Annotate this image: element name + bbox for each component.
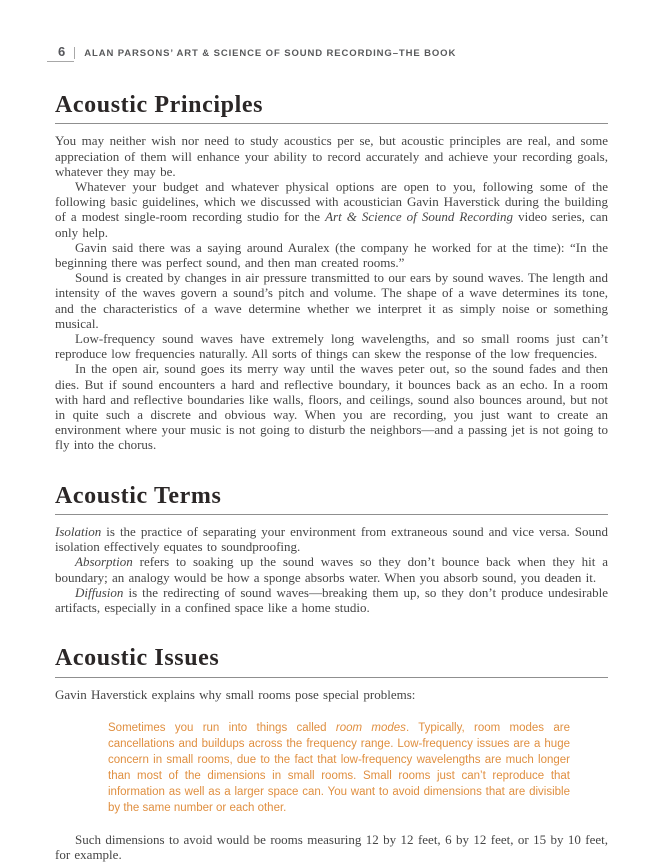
- text-run: Gavin Haverstick explains why small rooms pose special problems:: [55, 686, 416, 702]
- paragraph: [55, 687, 608, 702]
- paragraph: [55, 832, 608, 862]
- paragraph: [55, 554, 608, 584]
- paragraph: [55, 331, 608, 361]
- text-run: Gavin said there was a saying around Auralex (the company he worked for at the time): “In the beginning there was perfect sound, and then man created rooms.”: [55, 239, 608, 271]
- heading-rule: [55, 514, 608, 515]
- text-run: You may neither wish nor need to study acoustics per se, but acoustic principles are real, and some appreciation of them will enhance your ability to record accurately and achieve your recording goals, whatever they may be.: [55, 133, 608, 179]
- text-run: . Typically, room modes are cancellations and buildups across the frequency range. Low-frequency issues are a huge concern in small rooms, due to the fact that low-frequency wavelengths are much longer than most of the dimensions in small rooms. Small rooms just can’t reproduce that information as well as a larger space can. You want to avoid dimensions that are divisible by the same number or each other.: [108, 721, 570, 814]
- text-run: video series, can only help.: [55, 209, 608, 240]
- italic-text-run: Art & Science of Sound Recording: [325, 209, 514, 225]
- page-number: 6: [47, 44, 74, 62]
- heading-rule: [55, 677, 608, 678]
- paragraph: [55, 361, 608, 452]
- section-acoustic-terms: [55, 483, 608, 616]
- section-acoustic-principles: [55, 92, 608, 453]
- section-body: [55, 524, 608, 615]
- italic-text-run: room modes: [335, 721, 406, 734]
- text-run: Sound is created by changes in air pressure transmitted to our ears by sound waves. The length and intensity of the waves govern a sound’s pitch and volume. The shape of a wave determines its tone, and the characteristics of a wave determine whether we interpret it as simply noise or something musical.: [55, 270, 608, 331]
- paragraph: [55, 524, 608, 554]
- section-heading: Acoustic Terms: [55, 482, 222, 509]
- text-run: In the open air, sound goes its merry way until the waves peter out, so the sound fades and then dies. But if sound encounters a hard and reflective boundary, it bounces back as an echo. In a room with hard and reflective boundaries like walls, floors, and ceilings, sound also bounces around, but not in quite such a discrete and obvious way. When you are recording, you just want to create an environment where your music is not going to disturb the neighbors—and a passing jet is not going to fly into the chorus.: [55, 361, 608, 453]
- text-run: is the redirecting of sound waves—breaking them up, so they don’t produce undesirable artifacts, especially in a confined space like a home studio.: [55, 584, 608, 616]
- italic-text-run: Isolation: [55, 524, 102, 540]
- text-run: Whatever your budget and whatever physical options are open to you, following some of the following basic guidelines, which we discussed with acoustician Gavin Haverstick during the building of a modest single-room recording studio for the: [55, 179, 608, 225]
- section-body: [55, 133, 608, 452]
- paragraph: [55, 270, 608, 331]
- italic-text-run: Absorption: [75, 554, 133, 570]
- text-run: Sometimes you run into things called: [108, 721, 336, 734]
- header-divider: [74, 47, 75, 59]
- section-body: [55, 687, 608, 702]
- paragraph: [55, 133, 608, 179]
- paragraph: [55, 240, 608, 270]
- text-run: Such dimensions to avoid would be rooms measuring 12 by 12 feet, 6 by 12 feet, or 15 by 10 feet, for example.: [55, 831, 608, 863]
- section-body-after-quote: [55, 832, 608, 862]
- italic-text-run: Diffusion: [75, 584, 124, 600]
- text-run: is the practice of separating your environment from extraneous sound and vice versa. Sound isolation effectively equates to soundproofing.: [55, 524, 608, 555]
- paragraph: [55, 585, 608, 615]
- heading-rule: [55, 123, 608, 124]
- section-acoustic-issues: [55, 645, 608, 862]
- running-title: ALAN PARSONS’ ART & SCIENCE OF SOUND RECORDING–THE BOOK: [84, 48, 457, 59]
- section-heading: Acoustic Issues: [55, 645, 220, 672]
- text-run: Low-frequency sound waves have extremely long wavelengths, and so small rooms just can’t reproduce low frequencies naturally. All sorts of things can skew the response of the low frequencies.: [55, 331, 608, 362]
- text-run: refers to soaking up the sound waves so they don’t bounce back when they hit a boundary; an analogy would be how a sponge absorbs water. When you absorb sound, you deaden it.: [55, 554, 608, 585]
- paragraph: [55, 179, 608, 240]
- section-heading: Acoustic Principles: [55, 92, 264, 118]
- gavin-haverstick-quote: [108, 720, 570, 816]
- page-header: [47, 44, 608, 62]
